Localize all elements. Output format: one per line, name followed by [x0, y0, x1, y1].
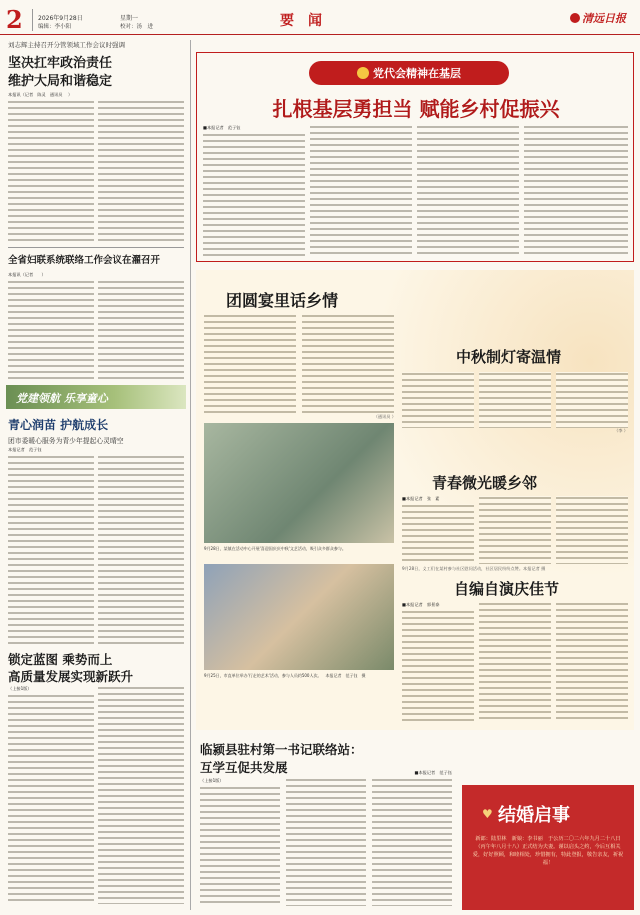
article-body — [8, 280, 94, 380]
notice-body: 新郎：陆里林 新娘：李书丽 于公历二〇二六年九月二十八日（丙午年八月十八）正式结为夫妻。谨以启头之约，今后互相关爱，好好照顾，和睦相处，珍惜拥有，特此登报，敬告亲友，祈祝福！ — [472, 836, 624, 866]
logo-emblem-icon — [570, 13, 580, 23]
article-body — [98, 455, 184, 645]
article-body — [286, 778, 366, 906]
kicker: 刘志辉主持召开分管领域工作会议时强调 — [8, 41, 125, 49]
article-body — [200, 786, 280, 906]
article-byline: ■本报记者 郭景泰 — [402, 602, 440, 607]
article-body — [556, 372, 628, 428]
article-body — [8, 100, 94, 245]
article-headline: 青春微光暖乡邻 — [432, 474, 538, 492]
article-headline: 锁定蓝图 乘势而上 — [8, 652, 113, 667]
article-byline: 本报讯（记者 陈灵 通讯员 ） — [8, 92, 73, 97]
photo-caption: 9月28日，某镇在活动中心开展'喜迎国庆庆中秋'文艺活动，吸引众多群众参与。 — [204, 546, 346, 551]
article-headline: 中秋制灯寄温情 — [456, 348, 562, 366]
article-byline: （通讯员 ） — [373, 414, 396, 419]
left-column — [6, 40, 186, 910]
column-banner: 党建领航 乐享童心 — [6, 385, 186, 409]
article-body — [372, 778, 452, 906]
article-body — [479, 602, 551, 722]
feature-body — [524, 125, 628, 257]
article-body — [8, 694, 94, 904]
article-headline-line2: 互学互促共发展 — [200, 760, 288, 775]
article-subhead: 团市委暖心服务为青少年提起心灵晴空 — [8, 437, 124, 445]
article-body — [302, 314, 394, 414]
article-body — [402, 372, 474, 428]
article-lead: （上接1版） — [8, 686, 32, 691]
article-byline: 本报记者 范子钰 — [8, 447, 42, 452]
article-lead: （上接1版） — [200, 778, 224, 783]
feature-body — [310, 125, 412, 257]
feature-headline: 扎根基层勇担当 赋能乡村促振兴 — [272, 97, 560, 121]
photo-caption: 9月28日，义工们在某村参与社区慰问活动，社区居民纷纷点赞。本报记者 摄 — [402, 566, 546, 571]
article-headline: 自编自演庆佳节 — [454, 580, 560, 598]
feature-byline: ■本报记者 范子钰 — [203, 125, 241, 130]
article-body — [402, 504, 474, 564]
feature-body — [203, 133, 305, 257]
event-photo — [204, 423, 394, 543]
article-byline: ■本报记者 范子钰 — [414, 770, 452, 775]
article-headline: 团圆宴里话乡情 — [226, 291, 339, 310]
masthead — [0, 0, 640, 35]
article-headline: 青心润苗 护航成长 — [8, 418, 109, 432]
article-body — [402, 610, 474, 722]
feature-body — [417, 125, 519, 257]
article-byline: （李 ） — [614, 428, 628, 433]
paper-logo: 清远日报 — [570, 10, 626, 26]
weekday: 星期一 — [120, 15, 139, 22]
article-body — [479, 496, 551, 564]
article-headline: 全省妇联系统联络工作会议在濯召开 — [8, 255, 161, 266]
party-emblem-icon — [357, 67, 369, 79]
editor: 编辑：李小阳 — [38, 24, 72, 30]
article-body — [556, 602, 628, 722]
proofreader: 校对：汤 进 — [120, 24, 154, 30]
issue-date: 2026年9月28日 — [38, 15, 83, 22]
section-title: 要 闻 — [280, 13, 322, 29]
article-byline: 本报讯（记者 ） — [8, 272, 46, 277]
article-headline-line2: 维护大局和谐稳定 — [8, 74, 113, 89]
article-body — [98, 100, 184, 245]
article-body — [98, 280, 184, 380]
wedding-notice — [462, 785, 634, 910]
heart-icon: ♥ — [482, 807, 493, 821]
event-photo — [204, 564, 394, 670]
article-body — [98, 686, 184, 904]
feature-banner: 党代会精神在基层 — [309, 61, 509, 85]
feature-box — [196, 52, 634, 262]
page-number: 2 — [6, 5, 23, 34]
article-headline-line2: 高质量发展实现新跃升 — [8, 669, 134, 684]
article-headline: 临颍县驻村第一书记联络站： — [200, 742, 363, 757]
article-body — [204, 314, 296, 414]
bottom-article — [196, 738, 456, 910]
article-headline: 坚决扛牢政治责任 — [8, 56, 113, 71]
article-body — [8, 455, 94, 645]
article-body — [556, 496, 628, 564]
article-byline: ■本报记者 张 素 — [402, 496, 440, 501]
stories-block — [196, 270, 634, 730]
article-body — [479, 372, 551, 428]
photo-caption: 9月25日，市直单位举办'行走的艺术'活动，参与人员约500人次。 本报记者 范子钰 摄 — [204, 673, 366, 678]
notice-title: 结婚启事 — [498, 805, 570, 826]
